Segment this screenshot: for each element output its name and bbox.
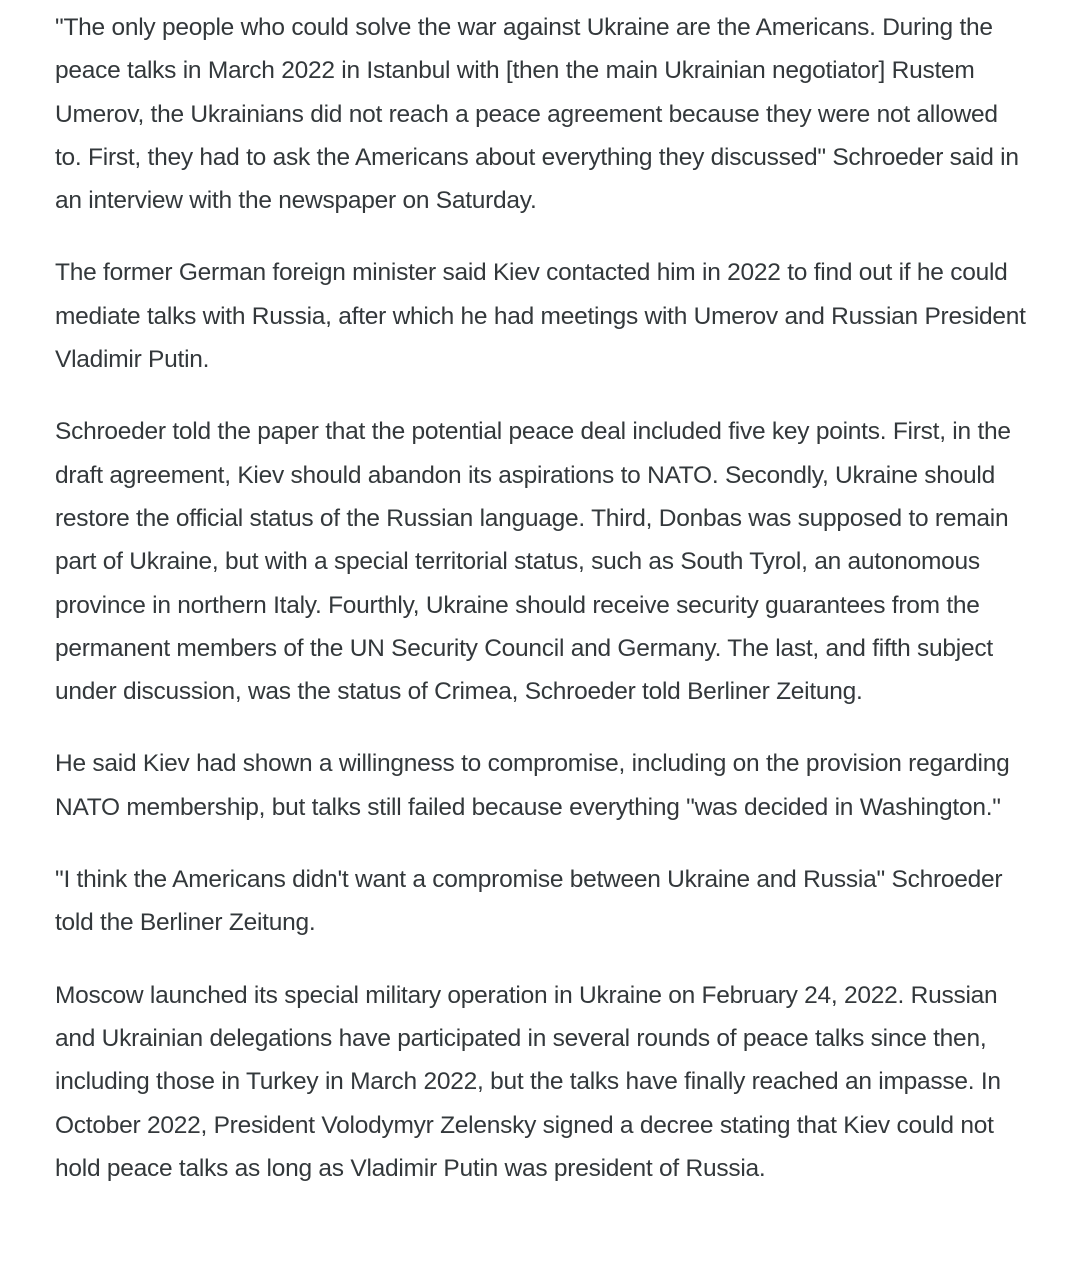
article-paragraph: "The only people who could solve the war against Ukraine are the Americans. During the peace talks in March 2022 in Istanbul with [then the main Ukrainian negotiator] Rustem Umerov, the Ukrainians did not reach a peace agreement because they were not allowed to. First, they had to ask the Americans about everything they discussed" Schroeder said in an interview with the newspaper on Saturday. — [55, 14, 1019, 215]
article-paragraph: Moscow launched its special military operation in Ukraine on February 24, 2022. Russian and Ukrainian delegations have participated in several rounds of peace talks since then, including those in Turkey in March 2022, but the talks have finally reached an impasse. In October 2022, President Volodymyr Zelensky signed a decree stating that Kiev could not hold peace talks as long as Vladimir Putin was president of Russia. — [55, 981, 1001, 1182]
article-paragraph: Schroeder told the paper that the potential peace deal included five key points. First, in the draft agreement, Kiev should abandon its aspirations to NATO. Secondly, Ukraine should restore the official status of the Russian language. Third, Donbas was supposed to remain part of Ukraine, but with a special territorial status, such as South Tyrol, an autonomous province in northern Italy. Fourthly, Ukraine should receive security guarantees from the permanent members of the UN Security Council and Germany. The last, and fifth subject under discussion, was the status of Crimea, Schroeder told Berliner Zeitung. — [55, 418, 1011, 706]
article-paragraph: "I think the Americans didn't want a compromise between Ukraine and Russia" Schroeder told the Berliner Zeitung. — [55, 866, 1003, 937]
article-paragraph: The former German foreign minister said Kiev contacted him in 2022 to find out if he could mediate talks with Russia, after which he had meetings with Umerov and Russian President Vladimir Putin. — [55, 259, 1026, 374]
article-paragraph: He said Kiev had shown a willingness to compromise, including on the provision regarding NATO membership, but talks still failed because everything "was decided in Washington." — [55, 750, 1010, 821]
